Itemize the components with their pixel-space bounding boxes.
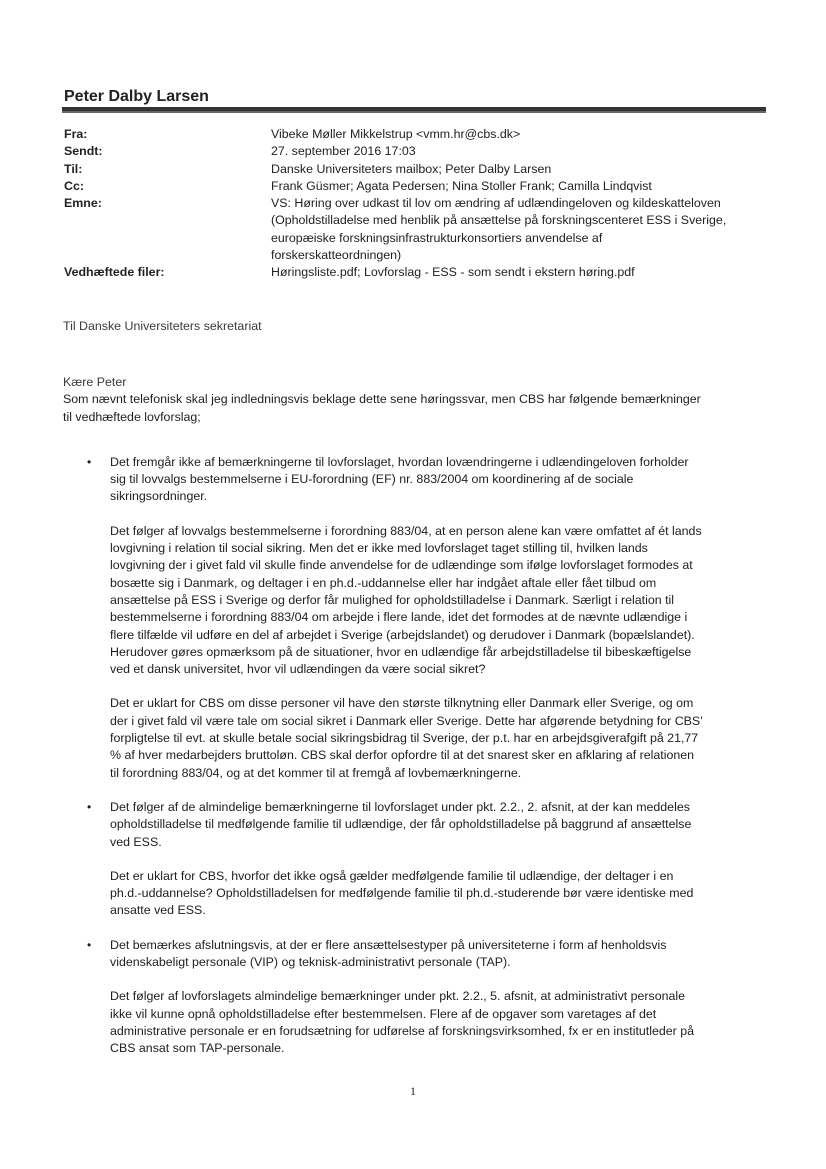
bullet-icon: • bbox=[87, 454, 92, 469]
paragraph-line: lovgivning der i givet fald vil skulle finde anvendelse for de udlændinge som ifølge lovforslaget formodes at bbox=[110, 558, 693, 573]
paragraph-line: Det er uklart for CBS om disse personer vil have den største tilknytning eller Danmark eller Sverige, og om bbox=[110, 696, 694, 711]
paragraph-line: ansatte ved ESS. bbox=[110, 903, 206, 918]
intro-line: til vedhæftede lovforslag; bbox=[63, 409, 201, 424]
bullet-item bbox=[87, 799, 763, 851]
from-label: Fra: bbox=[64, 127, 88, 141]
bullet-line: videnskabeligt personale (VIP) og teknisk-administrativt personale (TAP). bbox=[110, 955, 511, 970]
to-value: Danske Universiteters mailbox; Peter Dalby Larsen bbox=[271, 161, 552, 176]
from-value: Vibeke Møller Mikkelstrup <vmm.hr@cbs.dk> bbox=[271, 127, 521, 141]
paragraph-line: ph.d.-uddannelse? Opholdstilladelsen for medfølgende familie til ph.d.-studerende bør være identiske med bbox=[110, 886, 694, 901]
paragraph-line: administrative personale er en forudsætning for udførelse af forskningsvirksomhed, fx er en institutleder på bbox=[110, 1023, 695, 1038]
subject-label: Emne: bbox=[64, 196, 102, 211]
subject-line: (Opholdstilladelse med henblik på ansættelse på forskningscenteret ESS i Sverige, bbox=[271, 213, 727, 228]
email-header bbox=[64, 126, 764, 282]
author-name: Peter Dalby Larsen bbox=[64, 88, 209, 105]
paragraph-line: forpligtelse til evt. at skulle betale social sikringsbidrag til Sverige, der p.t. har en arbejdsgiverafgift på 21,77 bbox=[110, 731, 699, 746]
paragraph bbox=[110, 695, 763, 781]
paragraph bbox=[110, 988, 763, 1057]
paragraph bbox=[110, 868, 763, 920]
email-body bbox=[63, 374, 763, 1058]
sent-label: Sendt: bbox=[64, 144, 103, 159]
bullet-item bbox=[87, 937, 763, 972]
bullet-line: ved ESS. bbox=[110, 834, 162, 849]
bullet-icon: • bbox=[87, 937, 92, 952]
paragraph-line: % af hver medarbejders bruttoløn. CBS skal derfor opfordre til at det snarest sker en afklaring af relationen bbox=[110, 748, 695, 763]
paragraph bbox=[110, 523, 763, 679]
bullet-icon: • bbox=[87, 799, 92, 814]
paragraph-line: CBS ansat som TAP-personale. bbox=[110, 1041, 285, 1056]
cc-label: Cc: bbox=[64, 178, 84, 193]
bullet-line: sikringsordninger. bbox=[110, 489, 208, 504]
paragraph-line: Det er uklart for CBS, hvorfor det ikke også gælder medfølgende familie til udlændige, der deltager i en bbox=[110, 868, 674, 883]
attachments-label: Vedhæftede filer: bbox=[64, 265, 165, 280]
subject-value bbox=[271, 195, 764, 264]
greeting-org: Til Danske Universiteters sekretariat bbox=[63, 319, 262, 333]
cc-value: Frank Güsmer; Agata Pedersen; Nina Stoller Frank; Camilla Lindqvist bbox=[271, 178, 652, 193]
bullet-line: sig til lovvalgs bestemmelserne i EU-forordning (EF) nr. 883/2004 om koordinering af de sociale bbox=[110, 472, 634, 487]
sent-row bbox=[64, 143, 764, 160]
paragraph-line: bestemmelserne i forordning 883/04 om arbejde i flere lande, idet det formodes at de nævnte udlændige i bbox=[110, 610, 688, 625]
sent-value: 27. september 2016 17:03 bbox=[271, 144, 416, 159]
to-label: Til: bbox=[64, 161, 83, 176]
paragraph-line: ved et dansk universitet, hvor vil udlændingen da være social sikret? bbox=[110, 662, 486, 677]
subject-line: europæiske forskningsinfrastrukturkonsortiers anvendelse af bbox=[271, 230, 603, 245]
bullet-line: opholdstilladelse til medfølgende familie til udlændige, der får opholdstilladelse på baggrund af ansættelse bbox=[110, 817, 692, 832]
paragraph-line: bosætte sig i Danmark, og deltager i en ph.d.-uddannelse eller har indgået aftale eller fået tilbud om bbox=[110, 575, 657, 590]
from-row bbox=[64, 126, 764, 143]
header-rule-thin bbox=[62, 111, 766, 113]
intro-line: Som nævnt telefonisk skal jeg indledningsvis beklage dette sene høringssvar, men CBS har følgende bemærkninger bbox=[63, 392, 701, 407]
attachments-row bbox=[64, 264, 764, 281]
bullet-line: Det fremgår ikke af bemærkningerne til lovforslaget, hvordan lovændringerne i udlændingeloven forholder bbox=[110, 454, 689, 469]
paragraph-line: ansættelse på ESS i Sverige og derfor får mulighed for opholdstilladelse i Danmark. Særligt i relation til bbox=[110, 592, 675, 607]
subject-line: VS: Høring over udkast til lov om ændring af udlændingeloven og kildeskatteloven bbox=[271, 196, 721, 211]
paragraph-line: der i givet fald vil være tale om social sikret i Danmark eller Sverige. Dette har afgørende betydning for CBS' bbox=[110, 713, 703, 728]
bullet-item bbox=[87, 454, 763, 506]
paragraph-line: Det følger af lovvalgs bestemmelserne i forordning 883/04, at en person alene kan være omfattet af ét lands bbox=[110, 523, 702, 538]
bullet-line: Det følger af de almindelige bemærkningerne til lovforslaget under pkt. 2.2., 2. afsnit, at der kan meddeles bbox=[110, 799, 690, 814]
cc-row bbox=[64, 178, 764, 195]
salutation: Kære Peter bbox=[63, 375, 127, 389]
paragraph-line: Det følger af lovforslagets almindelige bemærkninger under pkt. 2.2., 5. afsnit, at administrativt personale bbox=[110, 989, 686, 1004]
paragraph-line: flere tilfælde vil udføre en del af arbejdet i Sverige (arbejdslandet) og derudover i Danmark (bopælslandet). bbox=[110, 627, 695, 642]
page-number: 1 bbox=[410, 1084, 416, 1098]
paragraph-line: til forordning 883/04, og at det kommer til at fremgå af lovbemærkningerne. bbox=[110, 765, 522, 780]
to-row bbox=[64, 161, 764, 178]
paragraph-line: ikke vil kunne opnå opholdstilladelse efter bestemmelsen. Flere af de opgaver som varetages af det bbox=[110, 1006, 657, 1021]
attachments-value: Høringsliste.pdf; Lovforslag - ESS - som sendt i ekstern høring.pdf bbox=[271, 265, 635, 280]
paragraph-line: lovgivning i relation til social sikring. Men det er ikke med lovforslaget taget stilling til, hvilken lands bbox=[110, 541, 648, 556]
subject-line: forskerskatteordningen) bbox=[271, 248, 402, 263]
paragraph-line: Herudover gøres opmærksom på de situationer, hvor en udlændige får arbejdstilladelse til bibeskæftigelse bbox=[110, 644, 692, 659]
bullet-line: Det bemærkes afslutningsvis, at der er flere ansættelsestyper på universiteterne i form af henholdsvis bbox=[110, 937, 667, 952]
subject-row bbox=[64, 195, 764, 264]
